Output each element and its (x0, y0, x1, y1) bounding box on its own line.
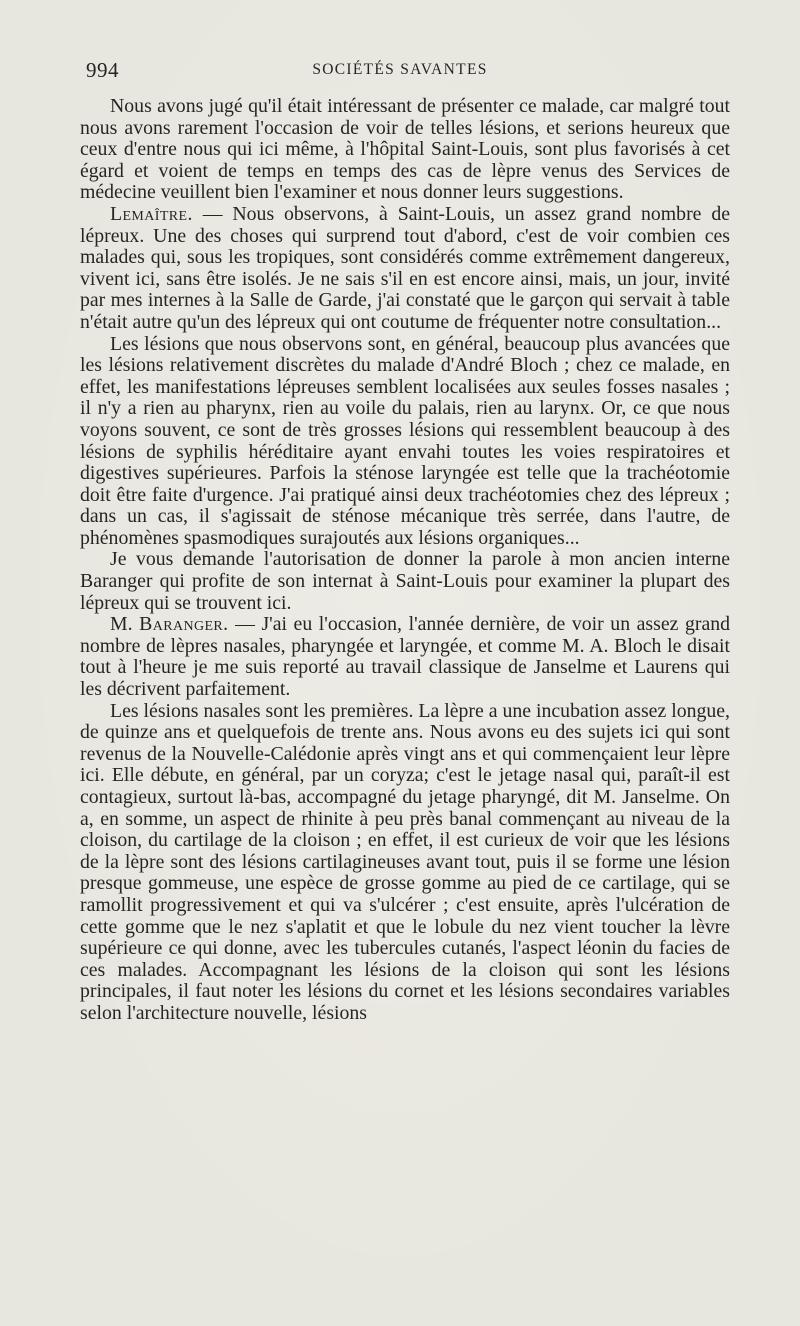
paragraph-request (80, 549, 730, 614)
paragraph-text: Nous avons jugé qu'il était intéressant de présenter ce malade, car malgré tout nous avons rarement l'occasion de voir de telles lésions, et serions heureux que ceux d'entre nous qui ici même, à l'hôpital Saint-Louis, sont plus favorisés à cet égard et voient de temps en temps des cas de lèpre venus des Services de médecine veuillent bien l'examiner et nous donner leurs suggestions. (80, 95, 730, 204)
speaker-name: Baranger. (139, 613, 229, 636)
speaker-prefix: M. (110, 613, 140, 636)
paragraph-nasal-lesions (80, 701, 730, 1025)
paragraph-lesions (80, 334, 730, 550)
paragraph-text: Les lésions que nous observons sont, en général, beaucoup plus avancées que les lésions relativement discrètes du malade d'André Bloch ; chez ce malade, en effet, les manifestations lépreuses semblent localisées aux seules fosses nasales ; il n'y a rien au pharynx, rien au voile du palais, rien au larynx. Or, ce que nous voyons souvent, ce sont de très grosses lésions qui ressemblent beaucoup à des lésions de syphilis héréditaire ayant envahi toutes les voies respiratoires et digestives supérieures. Parfois la sténose laryngée est telle que la trachéotomie doit être faite d'urgence. J'ai pratiqué ainsi deux trachéotomies chez des lépreux ; dans un cas, il s'agissait de sténose mécanique très serrée, dans l'autre, de phénomènes spasmodiques surajoutés aux lésions organiques... (80, 332, 730, 549)
paragraph-baranger (80, 614, 730, 700)
paragraph-intro (80, 96, 730, 204)
speaker-name: Lemaître. (110, 202, 193, 225)
body-text (80, 96, 730, 1025)
paragraph-text: — Nous observons, à Saint-Louis, un assez grand nombre de lépreux. Une des choses qui surprend tout d'abord, c'est de voir combien ces malades qui, sous les tropiques, sont considérés comme extrêmement dangereux, vivent ici, sans être isolés. Je ne sais s'il en est encore ainsi, mais, un jour, invité par mes internes à la Salle de Garde, j'ai constaté que le garçon qui servait à table n'était autre qu'un des lépreux qui ont coutume de fréquenter notre consultation... (80, 202, 730, 333)
paragraph-text: Je vous demande l'autorisation de donner la parole à mon ancien interne Baranger qui profite de son internat à Saint-Louis pour examiner la plupart des lépreux qui se trouvent ici. (80, 548, 730, 614)
page-number: 994 (86, 58, 119, 82)
paragraph-lemaitre (80, 204, 730, 334)
running-head: SOCIÉTÉS SAVANTES (312, 61, 488, 78)
paragraph-text: — J'ai eu l'occasion, l'année dernière, de voir un assez grand nombre de lèpres nasales, pharyngée et laryngée, et comme M. A. Bloch le disait tout à l'heure je me suis reporté au travail classique de Janselme et Laurens qui les décrivent parfaitement. (80, 613, 730, 701)
paragraph-text: Les lésions nasales sont les premières. La lèpre a une incubation assez longue, de quinze ans et quelquefois de trente ans. Nous avons eu des sujets ici qui sont revenus de la Nouvelle-Calédonie après vingt ans et qui commençaient leur lèpre ici. Elle débute, en général, par un coryza; c'est le jetage nasal qui, paraît-il est contagieux, surtout là-bas, accompagné du jetage pharyngé, dit M. Janselme. On a, en somme, un aspect de rhinite à peu près banal commençant au niveau de la cloison, du cartilage de la cloison ; en effet, il est curieux de voir que les lésions de la lèpre sont des lésions cartilagineuses avant tout, puis il se forme une lésion presque gommeuse, une espèce de grosse gomme au pied de ce cartilage, qui se ramollit progressivement et qui va s'ulcérer ; c'est ensuite, après l'ulcération de cette gomme que le nez s'aplatit et que le lobule du nez vient toucher la lèvre supérieure ce qui donne, avec les tubercules cutanés, l'aspect léonin du facies de ces malades. Accompagnant les lésions de la cloison qui sont les lésions principales, il faut noter les lésions du cornet et les lésions secondaires variables selon l'architecture nouvelle, lésions (80, 699, 730, 1024)
